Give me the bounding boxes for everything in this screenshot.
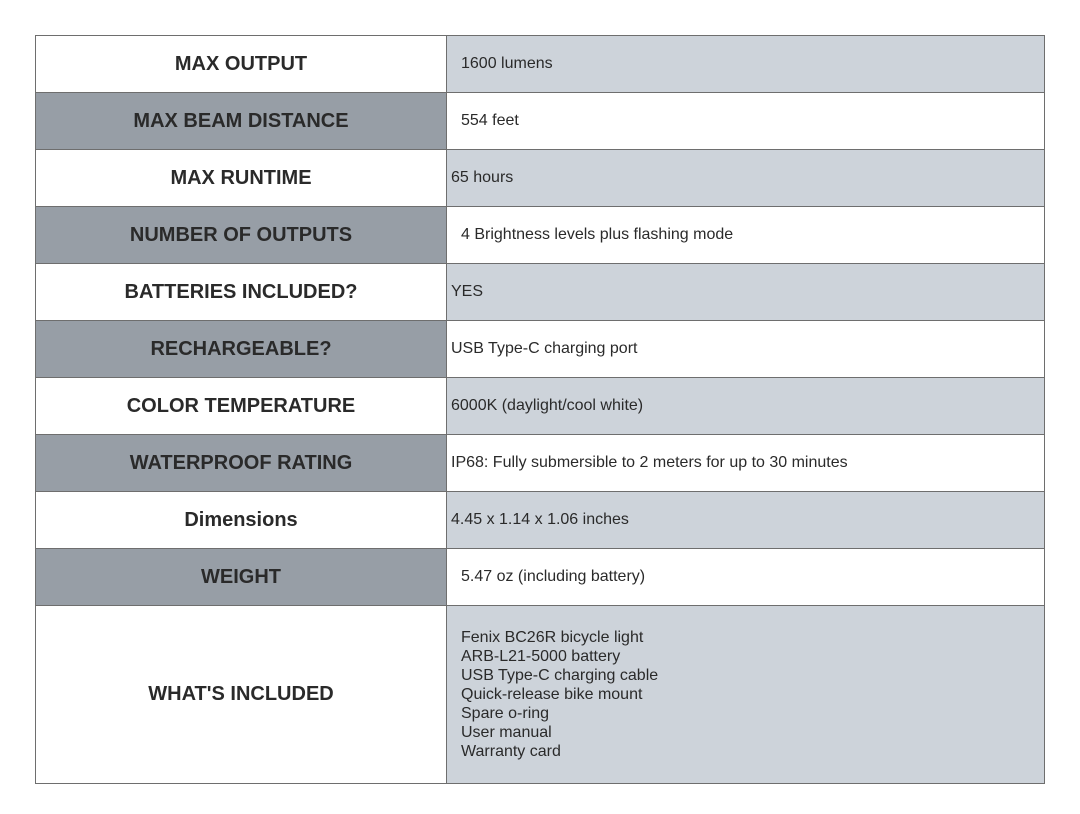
spec-row-max-beam-distance <box>36 93 1045 150</box>
spec-row-max-output <box>36 36 1045 93</box>
spec-value: 65 hours <box>447 150 1045 207</box>
list-item: Fenix BC26R bicycle light <box>461 629 644 646</box>
spec-row-weight <box>36 549 1045 606</box>
spec-row-batteries-included <box>36 264 1045 321</box>
spec-row-whats-included <box>36 606 1045 784</box>
spec-label: MAX BEAM DISTANCE <box>36 93 447 150</box>
list-item: Quick-release bike mount <box>461 686 643 703</box>
spec-value: 5.47 oz (including battery) <box>447 549 1045 606</box>
spec-value: USB Type-C charging port <box>447 321 1045 378</box>
list-item: USB Type-C charging cable <box>461 667 659 684</box>
spec-row-color-temperature <box>36 378 1045 435</box>
spec-value: 4.45 x 1.14 x 1.06 inches <box>447 492 1045 549</box>
spec-value: 6000K (daylight/cool white) <box>447 378 1045 435</box>
spec-label: COLOR TEMPERATURE <box>36 378 447 435</box>
spec-value: YES <box>447 264 1045 321</box>
spec-row-number-of-outputs <box>36 207 1045 264</box>
spec-value: 554 feet <box>447 93 1045 150</box>
spec-label: MAX OUTPUT <box>36 36 447 93</box>
spec-label: MAX RUNTIME <box>36 150 447 207</box>
list-item: User manual <box>461 724 552 741</box>
spec-label: NUMBER OF OUTPUTS <box>36 207 447 264</box>
spec-value: 4 Brightness levels plus flashing mode <box>447 207 1045 264</box>
spec-label: RECHARGEABLE? <box>36 321 447 378</box>
spec-row-waterproof-rating <box>36 435 1045 492</box>
list-item: Warranty card <box>461 743 561 760</box>
spec-row-rechargeable <box>36 321 1045 378</box>
spec-value: IP68: Fully submersible to 2 meters for up to 30 minutes <box>447 435 1045 492</box>
spec-label: WHAT'S INCLUDED <box>36 606 447 784</box>
spec-table <box>35 35 1045 784</box>
list-item: ARB-L21-5000 battery <box>461 648 621 665</box>
spec-label: WATERPROOF RATING <box>36 435 447 492</box>
spec-row-max-runtime <box>36 150 1045 207</box>
spec-row-dimensions <box>36 492 1045 549</box>
list-item: Spare o-ring <box>461 705 550 722</box>
spec-label: BATTERIES INCLUDED? <box>36 264 447 321</box>
spec-label: WEIGHT <box>36 549 447 606</box>
spec-value <box>447 606 1045 784</box>
included-items-list <box>461 628 1044 761</box>
spec-value: 1600 lumens <box>447 36 1045 93</box>
spec-label: Dimensions <box>36 492 447 549</box>
